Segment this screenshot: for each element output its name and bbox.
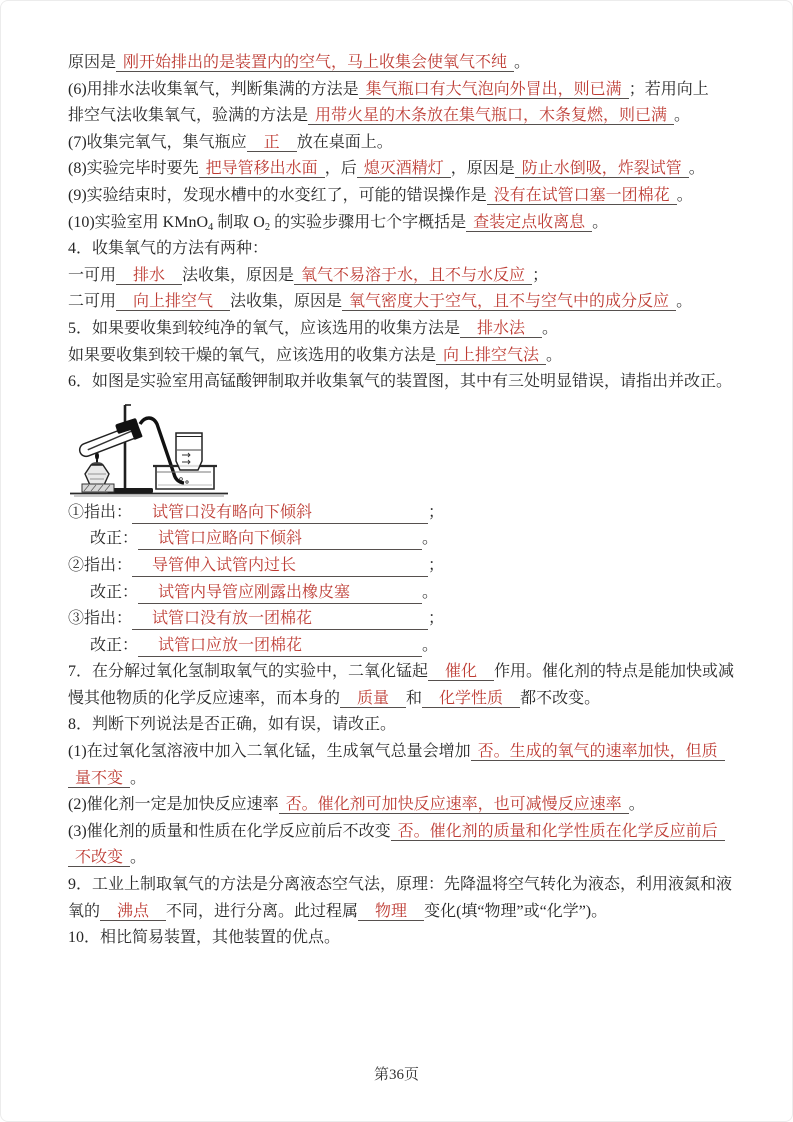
question-text: (2)催化剂一定是加快反应速率 [68, 796, 279, 814]
question-text: ，后 [324, 160, 357, 178]
text-line [68, 739, 730, 766]
answer-blank: 否。生成的氧气的速率加快，但质 [471, 743, 725, 761]
answer-blank: 正 [247, 134, 297, 152]
text-line [68, 50, 730, 77]
question-text: 改正： [90, 583, 139, 601]
answer-blank: 沸点 [100, 903, 166, 921]
answer-blank: 试管口没有放一团棉花 [132, 607, 428, 630]
question-text: 8．判断下列说法是否正确，如有误，请改正。 [68, 716, 397, 734]
answer-blank: 排水 [116, 267, 182, 285]
answer-blank: 向上排空气法 [436, 347, 546, 365]
chemical-subscript: 4 [208, 221, 214, 233]
answer-blank: 没有在试管口塞一团棉花 [487, 187, 677, 205]
answer-blank: 不改变 [68, 849, 130, 867]
text-line [68, 925, 730, 952]
answer-blank: 物理 [358, 903, 424, 921]
text-line [68, 686, 730, 713]
answer-blank: 用带火星的木条放在集气瓶口，木条复燃，则已满 [308, 107, 674, 125]
answer-blank: 排水法 [460, 320, 542, 338]
answer-blank: 氧气密度大于空气，且不与空气中的成分反应 [342, 293, 676, 311]
text-line [68, 316, 730, 343]
ground-line [70, 493, 228, 496]
text-line [68, 659, 735, 686]
answer-blank: 量不变 [68, 770, 130, 788]
question-text: 。 [542, 319, 559, 337]
text-line [68, 210, 730, 237]
text-line [68, 156, 730, 183]
answer-blank: 化学性质 [422, 690, 520, 708]
alcohol-lamp [82, 451, 114, 492]
question-text: 和 [406, 689, 423, 707]
question-text: ③指出： [68, 610, 133, 628]
answer-blank: 试管内导管应刚露出橡皮塞 [138, 581, 422, 604]
text-line [68, 77, 730, 104]
question-text: 。 [688, 160, 705, 178]
question-text: 排空气法收集氧气，验满的方法是 [68, 107, 309, 125]
question-text: (8)实验完毕时要先 [68, 160, 199, 178]
answer-blank: 质量 [340, 690, 406, 708]
text-line [68, 899, 730, 926]
question-text: 制取 O [213, 213, 265, 231]
question-text: 都不改变。 [520, 689, 601, 707]
apparatus-figure [68, 400, 730, 498]
question-text: 不同，进行分离。此过程属 [166, 902, 359, 920]
question-text: 4．收集氧气的方法有两种： [68, 240, 269, 258]
text-line [68, 792, 730, 819]
text-line [68, 633, 730, 660]
text-line [68, 236, 730, 263]
text-line [68, 872, 733, 899]
question-text: (1)在过氧化氢溶液中加入二氧化锰，生成氧气总量会增加 [68, 743, 471, 761]
question-text: 变化(填“物理”或“化学”)。 [424, 902, 608, 920]
text-line [68, 183, 730, 210]
question-text: 的实验步骤用七个字概括是 [270, 213, 467, 231]
answer-blank: 试管口应放一团棉花 [138, 634, 422, 657]
answer-blank: 试管口没有略向下倾斜 [132, 501, 428, 524]
answer-blank: 刚开始排出的是装置内的空气，马上收集会使氧气不纯 [116, 54, 514, 72]
question-text: 。 [676, 186, 693, 204]
question-text: 作用。催化剂的特点是能加快或减 [494, 663, 735, 681]
answer-blank: 向上排空气 [116, 293, 230, 311]
text-line [68, 130, 730, 157]
question-text: 6．如图是实验室用高锰酸钾制取并收集氧气的装置图，其中有三处明显错误，请指出并改正。 [68, 373, 733, 391]
page-number: 第36页 [373, 1067, 419, 1083]
question-text: ；若用向上 [628, 80, 709, 98]
question-text: 原因是 [68, 54, 117, 71]
text-line [68, 606, 730, 633]
chemical-subscript: 2 [264, 221, 271, 233]
text-line [68, 343, 730, 370]
text-line [68, 580, 730, 607]
text-line [68, 263, 730, 290]
question-text: 。 [422, 583, 439, 601]
question-text: 。 [546, 346, 563, 364]
question-text: (6)用排水法收集氧气，判断集满的方法是 [68, 80, 359, 98]
question-text: 。 [676, 293, 693, 311]
text-line [68, 819, 730, 846]
question-text: (9)实验结束时，发现水槽中的水变红了，可能的错误操作是 [68, 186, 487, 204]
text-line [68, 369, 733, 396]
question-text: ； [428, 610, 445, 628]
question-text: ①指出： [68, 503, 133, 521]
question-text: 。 [130, 849, 147, 867]
question-text: 5．如果要收集到较纯净的氧气，应该选用的收集方法是 [68, 319, 461, 337]
answer-blank: 熄灭酒精灯 [357, 160, 451, 178]
question-text: ，原因是 [450, 160, 515, 178]
question-text: 放在桌面上。 [296, 133, 393, 151]
question-text: 如果要收集到较干燥的氧气，应该选用的收集方法是 [68, 346, 437, 364]
answer-blank: 导管伸入试管内过长 [132, 554, 428, 577]
answer-blank: 防止水倒吸，炸裂试管 [515, 160, 689, 178]
text-line [68, 766, 730, 793]
question-text: 。 [628, 796, 645, 814]
text-line [68, 103, 730, 130]
question-text: 改正： [90, 636, 139, 654]
question-text: 9．工业上制取氧气的方法是分离液态空气法，原理：先降温将空气转化为液态，利用液氮和液 [68, 876, 733, 894]
answer-blank: 催化 [428, 663, 494, 681]
text-line [68, 289, 730, 316]
question-text: 改正： [90, 530, 139, 548]
answer-blank: 试管口应略向下倾斜 [138, 527, 422, 550]
text-line [68, 845, 730, 872]
question-text: (10)实验室用 KMnO [68, 213, 208, 231]
question-text: 。 [514, 54, 531, 71]
question-text: 10．相比简易装置，其他装置的优点。 [68, 929, 341, 947]
gas-collecting-bottle [176, 433, 202, 483]
question-text: 。 [422, 636, 439, 654]
question-text: 二可用 [68, 293, 117, 311]
question-text: (7)收集完氧气，集气瓶应 [68, 133, 247, 151]
question-text: ； [428, 503, 445, 521]
question-text: 法收集，原因是 [230, 293, 343, 311]
answer-blank: 否。催化剂的质量和化学性质在化学反应前后 [391, 823, 725, 841]
answer-blank: 把导管移出水面 [199, 160, 325, 178]
oxygen-apparatus-diagram [68, 400, 233, 498]
answer-blank: 氧气不易溶于水，且不与水反应 [294, 267, 532, 285]
text-line [68, 553, 730, 580]
answer-blank: 否。催化剂可加快反应速率，也可减慢反应速率 [279, 796, 629, 814]
question-text: 。 [592, 213, 609, 231]
question-text: 慢其他物质的化学反应速率，而本身的 [68, 689, 341, 707]
question-text: 氧的 [68, 902, 101, 920]
worksheet-body [68, 50, 735, 952]
question-text: 法收集，原因是 [182, 266, 295, 284]
answer-blank: 集气瓶口有大气泡向外冒出，则已满 [359, 81, 629, 99]
text-line [68, 500, 730, 527]
question-text: ； [532, 266, 549, 284]
question-text: 。 [674, 107, 691, 125]
question-text: ②指出： [68, 556, 133, 574]
text-line [68, 526, 730, 553]
question-text: ； [428, 556, 445, 574]
question-text: (3)催化剂的质量和性质在化学反应前后不改变 [68, 822, 391, 840]
question-text: 一可用 [68, 266, 117, 284]
question-text: 7．在分解过氧化氢制取氧气的实验中，二氧化锰起 [68, 663, 429, 681]
question-text: 。 [130, 769, 147, 787]
text-line [68, 712, 730, 739]
answer-blank: 查装定点收离息 [466, 214, 592, 232]
question-text: 。 [422, 530, 439, 548]
